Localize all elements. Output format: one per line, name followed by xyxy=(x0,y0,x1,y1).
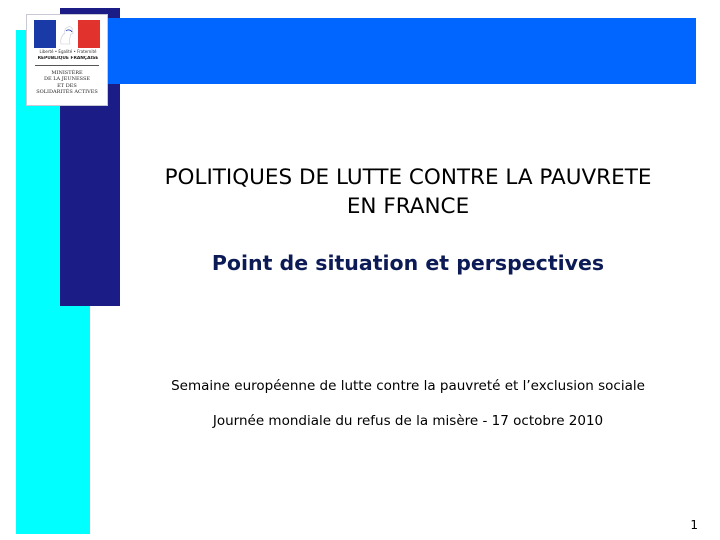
title-line-2: EN FRANCE xyxy=(346,194,470,219)
slide-subtitle: Point de situation et perspectives xyxy=(211,251,605,275)
title-line-1: POLITIQUES DE LUTTE CONTRE LA PAUVRETE xyxy=(164,165,652,190)
page-number: 1 xyxy=(690,518,698,532)
event-line-2: Journée mondiale du refus de la misère - 17 octobre 2010 xyxy=(212,413,604,429)
logo-ministry-name: MINISTÈRE DE LA JEUNESSE ET DES SOLIDARITÉS ACTIVES xyxy=(36,70,98,96)
ministry-logo xyxy=(26,14,108,106)
slide-title xyxy=(126,163,690,221)
event-line-1: Semaine européenne de lutte contre la pauvreté et l’exclusion sociale xyxy=(171,378,645,394)
logo-divider xyxy=(35,65,99,66)
logo-motto: Liberté • Égalité • Fraternité xyxy=(39,49,97,54)
marianne-profile-icon xyxy=(57,24,75,46)
logo-republic-name: RÉPUBLIQUE FRANÇAISE xyxy=(37,56,99,61)
blue-header-band xyxy=(108,18,696,84)
